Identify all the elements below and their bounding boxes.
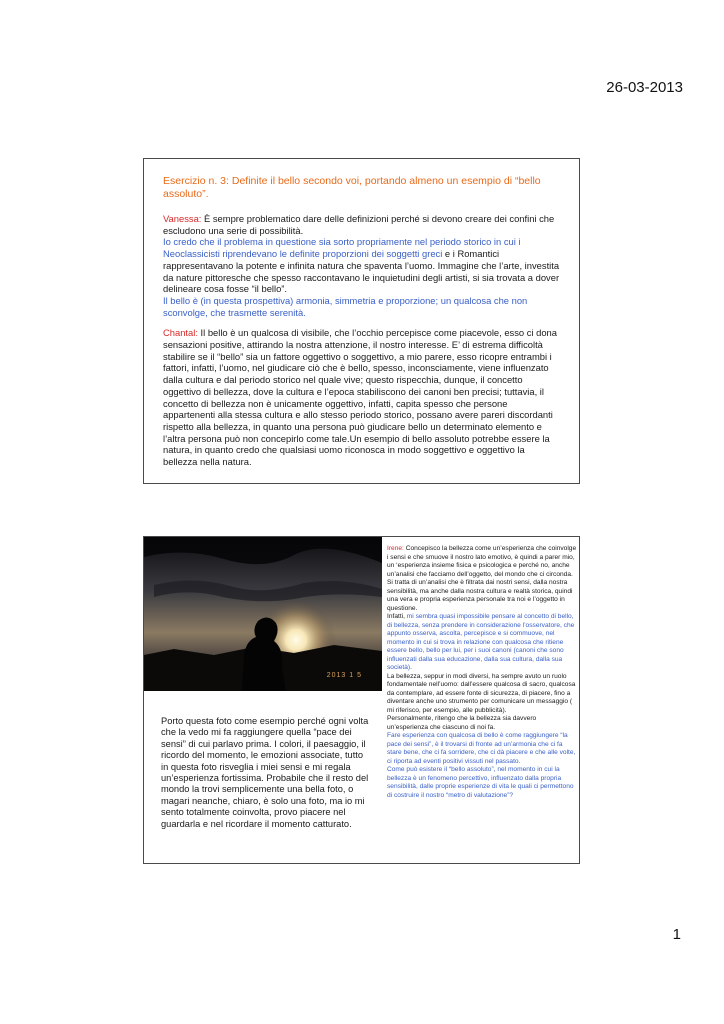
chantal-paragraph <box>163 327 561 467</box>
irene-p4: La bellezza, seppur in modi diversi, ha sempre avuto un ruolo fondamentale nell’uomo: dall’essere qualcosa di sacro, qualcosa da contemplare, ad essere fonte di sicurezza, di piacere, fino a diventare anche uno strumento per comunicare un messaggio ( mi riferisco, per esempio, alle pubblicità). <box>387 672 576 714</box>
sunset-photo-image <box>144 537 382 691</box>
exercise-title: Esercizio n. 3: Definite il bello secondo voi, portando almeno un esempio di “bello assoluto”. <box>163 175 541 200</box>
irene-p5: Personalmente, ritengo che la bellezza sia davvero un’esperienza che ciascuno di noi fa. <box>387 715 537 731</box>
irene-text-block <box>387 545 577 800</box>
page-number: 1 <box>672 926 681 943</box>
vanessa-paragraph <box>163 213 561 318</box>
vanessa-highlight-2: Il bello è (in questa prospettiva) armonia, simmetria e proporzione; un qualcosa che non sconvolge, che trasmette serenità. <box>163 294 528 318</box>
photo-caption: Porto questa foto come esempio perché ogni volta che la vedo mi fa raggiungere quella “pace dei sensi” di cui parlavo prima. I colori, il paesaggio, il ricordo del momento, le emozioni associate, tutto in questa foto risveglia i miei sensi e mi regala un’esperienza fortissima. Probabile che il resto del mondo la trovi semplicemente una bella foto, o magari neanche, chiaro, è solo una foto, ma io mi sento totalmente coinvolta, provo piacere nel guardarla e nel ricordare il momento catturato. <box>161 716 369 829</box>
vanessa-text-2: e i Romantici rappresentavano la potente e infinita natura che spaventa l’uomo. Immagine che l’arte, investita da nature pittoresche che spesso raccontavano le inquietudini degli artisti, si sia trovata a dover delineare cosa fosse “il bello”. <box>163 248 560 295</box>
irene-p3-lead: Infatti, <box>387 613 405 620</box>
irene-p3-highlight: mi sembra quasi impossibile pensare al concetto di bello, di bellezza, senza prendere in considerazione l’osservatore, che appunto osserva, ascolta, percepisce e si commuove, nel momento in cui si trova in relazione con qualcosa che ritiene essere bello, bello per lui, per i suoi canoni (canoni che sono influenzati dalla sua educazione, dalla sua cultura, dalla sua società). <box>387 613 575 671</box>
page-date: 26-03-2013 <box>606 79 683 96</box>
vanessa-text-1: È sempre problematico dare delle definizioni perché si devono creare dei confini che escludono una serie di possibilità. <box>163 213 555 236</box>
photo-date-stamp: 2013 1 5 <box>326 672 362 679</box>
vanessa-name: Vanessa: <box>163 213 202 224</box>
chantal-text: Il bello è un qualcosa di visibile, che l’occhio percepisce come piacevole, esso ci dona sensazioni positive, attirando la nostra attenzione, il nostro interesse. E’ di estrema difficoltà stabilire se il “bello” sia un fattore oggettivo o soggettivo, a mio parere, esso ricopre entrambi i fattori, infatti, l’uomo, nel giudicare ciò che è bello, spesso, inconsciamente, viene influenzato dalla cultura e dal periodo storico nel quale vive; questo rispecchia, dunque, il concetto oggettivo di bellezza, dove la cultura e l’epoca stabiliscono dei canoni ben precisi; tuttavia, il concetto di bellezza non è unicamente oggettivo, infatti, capita spesso che persone appartenenti alla stessa cultura e allo stesso periodo storico, possano avere pareri discordanti rispetto alla bellezza, in quanto una persona può giudicare bello un determinato elemento e l’altra persona può non concepirlo come tale.Un esempio di bello assoluto potrebbe essere la natura, in quanto credo che qualsiasi uomo riconosca in modo soggettivo e oggettivo la bellezza nella natura. <box>163 327 557 468</box>
irene-p1: Concepisco la bellezza come un’esperienza che coinvolge i sensi e che smuove il nostro lato emotivo, è quindi a parer mio, un ‘esperienza insieme fisica e psicologica e perché no, anche un’analisi che facciamo dell’oggetto, del mondo che ci circonda. <box>387 545 577 578</box>
vanessa-highlight-1: Io credo che il problema in questione sia sorto propriamente nel periodo storico in cui i Neoclassicisti riprendevano le definite proporzioni dei soggetti greci <box>163 236 521 260</box>
slide-exercise-text <box>143 158 580 484</box>
sunset-photo <box>144 537 382 691</box>
irene-name: Irene: <box>387 545 404 552</box>
irene-p7-highlight: Come può esistere il “bello assoluto”, nel momento in cui la bellezza è un fenomeno percettivo, influenzato dalla propria sensibilità, dalle proprie esperienze di vita le quali ci permettono di costruire il nostro “metro di valutazione”? <box>387 766 574 799</box>
irene-p2: Si tratta di un’analisi che è filtrata dai nostri sensi, dalla nostra sensibilità, ma anche dalla nostra cultura e realtà storica, quindi una vera e propria esperienza personale tra noi e l’oggetto in questione. <box>387 579 573 612</box>
chantal-name: Chantal: <box>163 327 198 339</box>
slide-photo-example <box>143 536 580 864</box>
irene-p6-highlight: Fare esperienza con qualcosa di bello è come raggiungere “la pace dei sensi”, è il trovarsi di fronte ad un’armonia che ci fa stare bene, che ci fa sorridere, che ci dà piacere e che alle volte, ci riporta ad eventi positivi vissuti nel passato. <box>387 732 576 765</box>
